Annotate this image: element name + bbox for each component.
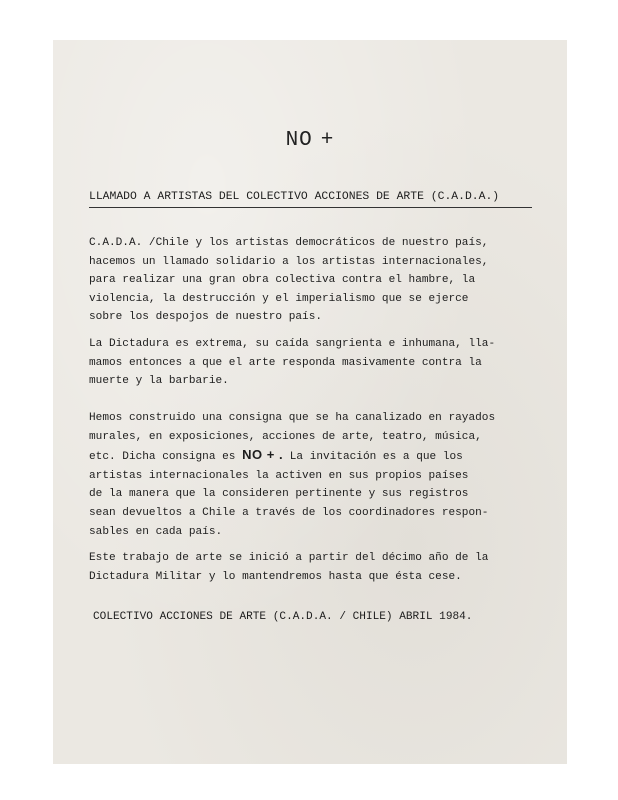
paragraph-3-line: Hemos construido una consigna que se ha canalizado en rayados: [89, 412, 496, 424]
document-heading: LLAMADO A ARTISTAS DEL COLECTIVO ACCIONES DE ARTE (C.A.D.A.): [89, 191, 532, 208]
paragraph-2-line: muerte y la barbarie.: [89, 375, 229, 388]
paragraph-3-line: de la manera que la consideren pertinente y sus registros: [89, 488, 469, 501]
paragraph-1: [89, 234, 488, 327]
signoff: COLECTIVO ACCIONES DE ARTE (C.A.D.A. / CHILE) ABRIL 1984.: [93, 611, 473, 623]
paragraph-1-line: hacemos un llamado solidario a los artistas internacionales,: [89, 255, 489, 268]
paragraph-3-text: La invitación es a que los: [283, 451, 463, 464]
paragraph-3-line: murales, en exposiciones, acciones de arte, teatro, música,: [89, 430, 482, 443]
title-plus: +: [320, 129, 335, 152]
document-page: [53, 40, 567, 764]
paragraph-4: [89, 549, 488, 586]
paragraph-3-line: sean devueltos a Chile a través de los coordinadores respon-: [89, 506, 489, 519]
paragraph-1-line: C.A.D.A. /Chile y los artistas democráticos de nuestro país,: [89, 237, 489, 249]
paragraph-3-text: etc. Dicha consigna es: [89, 451, 243, 464]
paragraph-4-line: Dictadura Militar y lo mantendremos hasta que ésta cese.: [89, 570, 462, 583]
paragraph-3-line: [89, 446, 495, 467]
page-title: [53, 129, 567, 152]
paragraph-3: [89, 409, 495, 541]
title-no: NO: [285, 129, 313, 152]
paragraph-3-line: sables en cada país.: [89, 525, 223, 538]
paragraph-1-line: violencia, la destrucción y el imperialismo que se ejerce: [89, 292, 469, 305]
paragraph-1-line: para realizar una gran obra colectiva contra el hambre, la: [89, 274, 476, 287]
paragraph-4-line: Este trabajo de arte se inició a partir del décimo año de la: [89, 552, 489, 564]
paragraph-2: [89, 335, 495, 391]
paragraph-2-line: La Dictadura es extrema, su caída sangrienta e inhumana, lla-: [89, 338, 496, 350]
paragraph-2-line: mamos entonces a que el arte responda masivamente contra la: [89, 356, 482, 369]
no-plus-slogan: NO + .: [242, 447, 284, 463]
paragraph-3-line: artistas internacionales la activen en sus propios países: [89, 469, 469, 482]
paragraph-1-line: sobre los despojos de nuestro país.: [89, 311, 323, 324]
